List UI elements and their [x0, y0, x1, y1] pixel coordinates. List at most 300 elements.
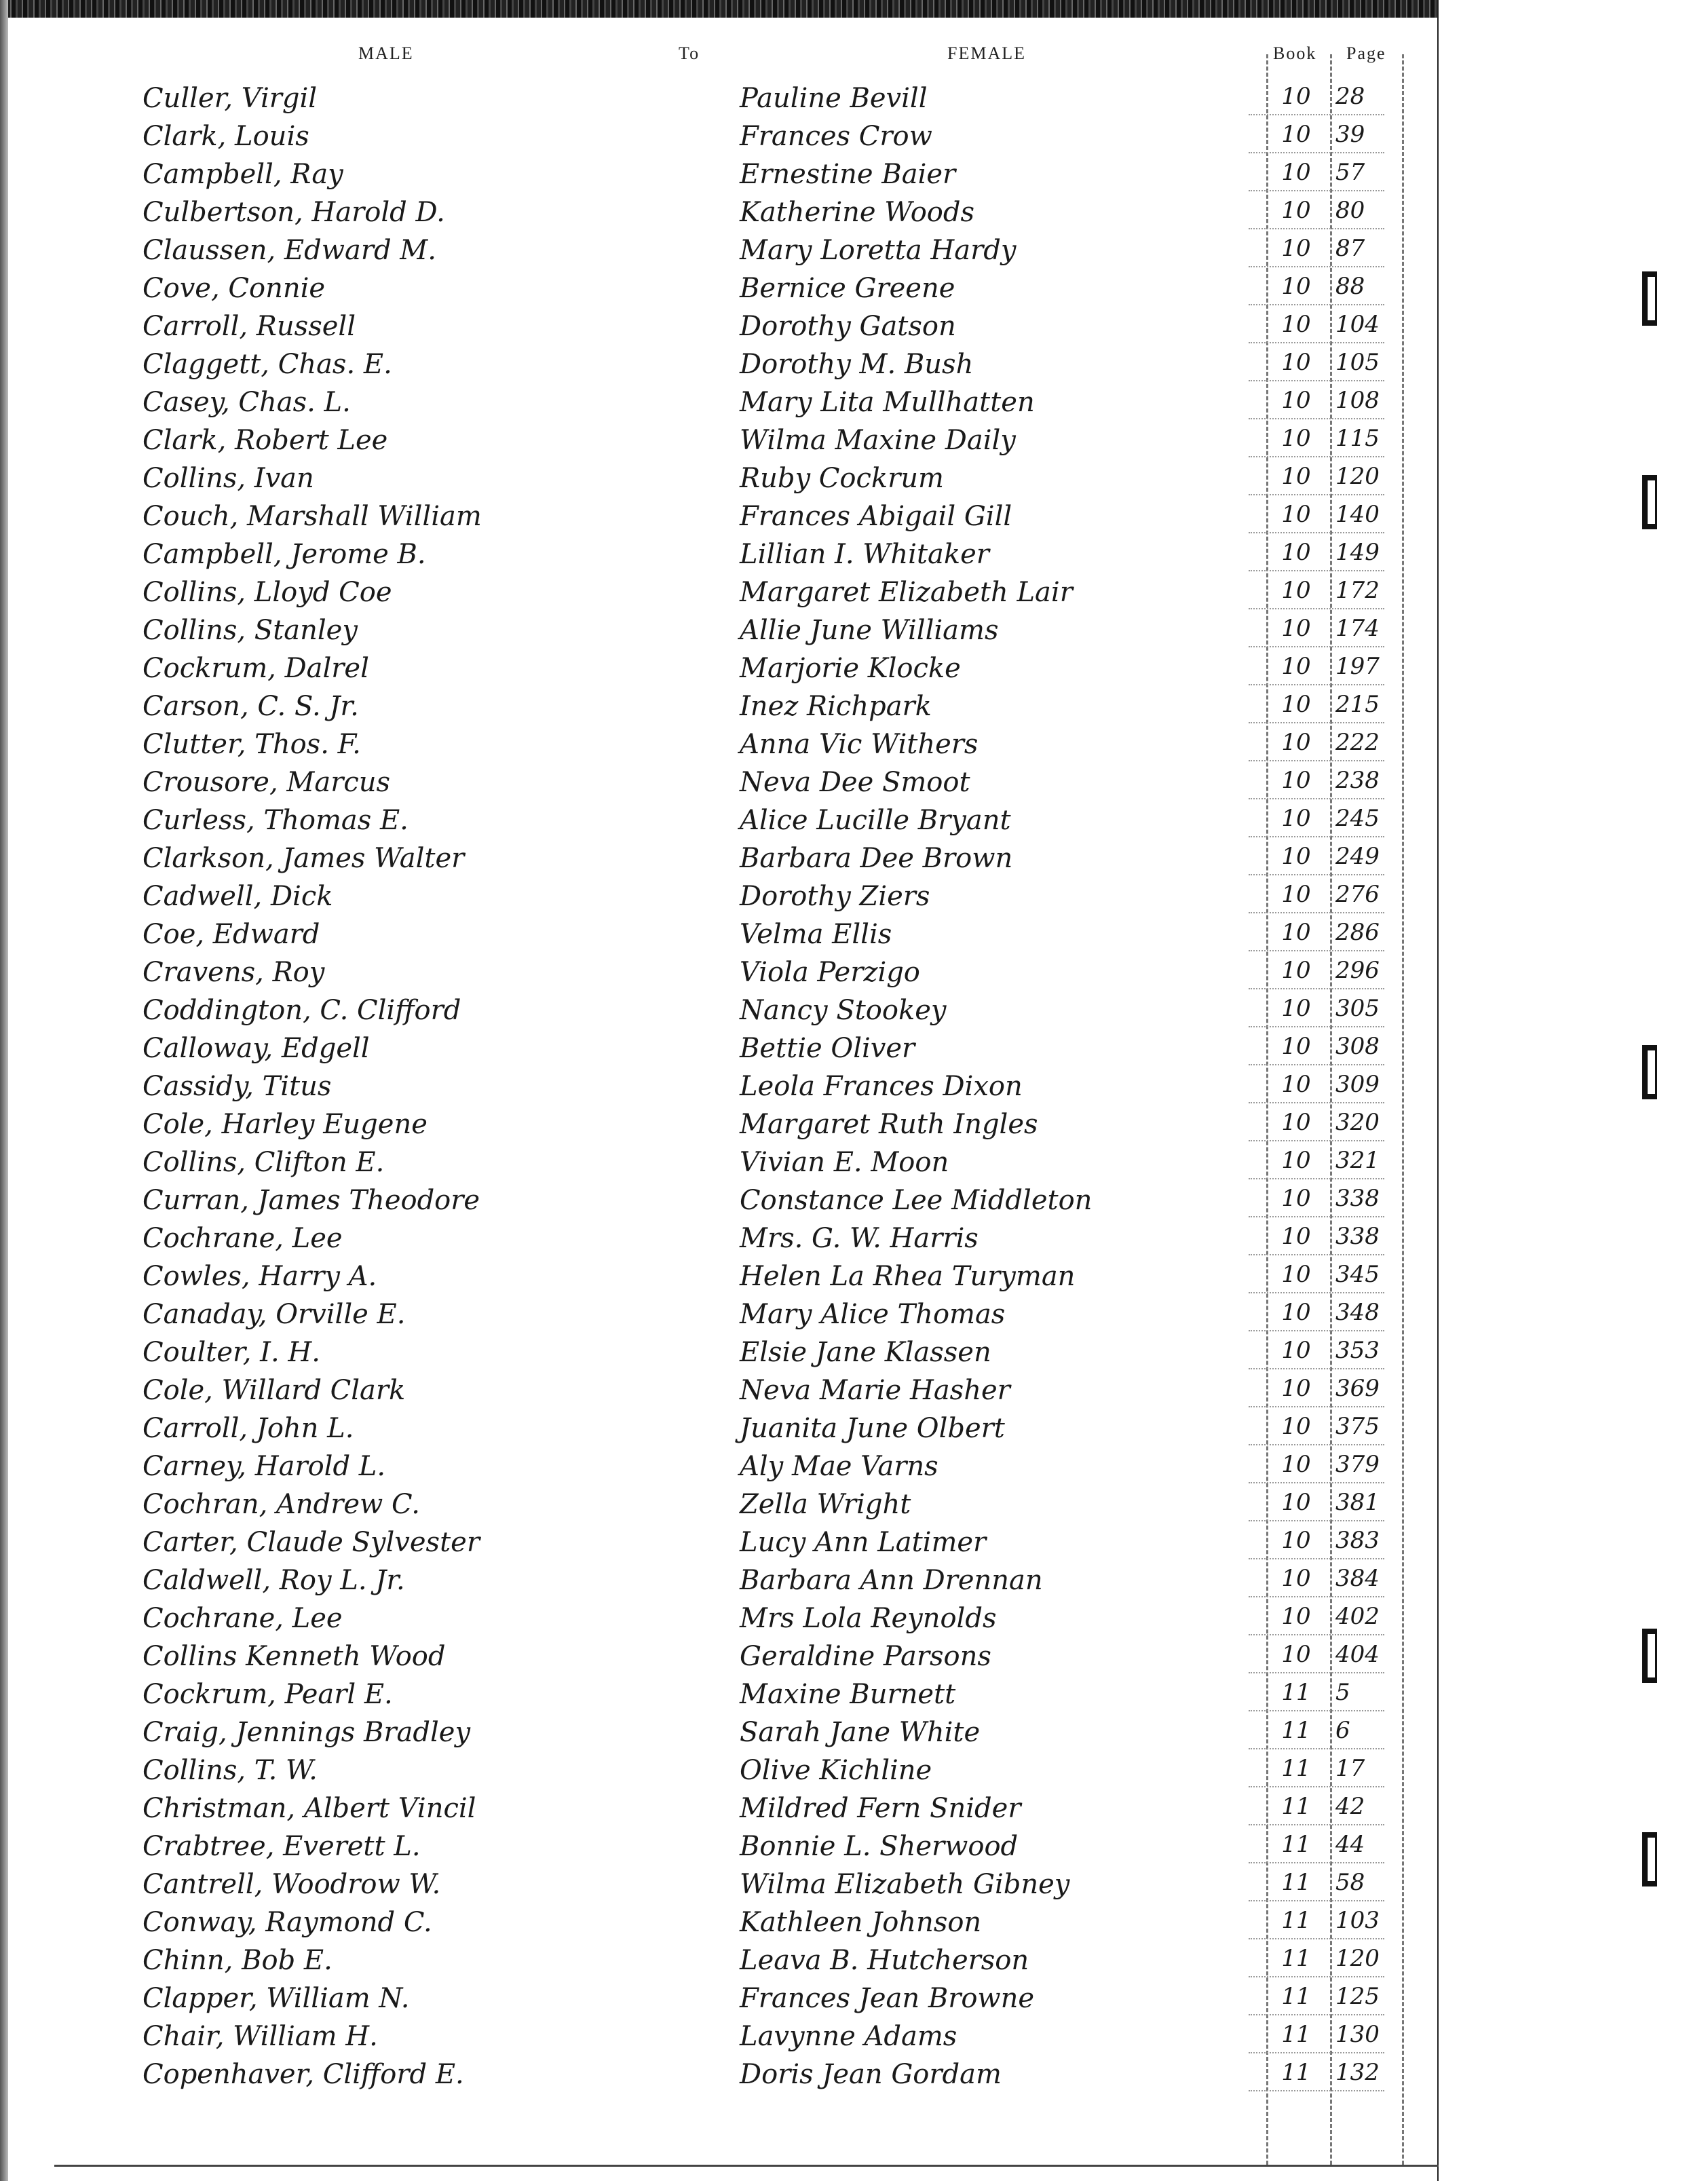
- page-number: 57: [1335, 159, 1365, 186]
- book-number: 10: [1281, 501, 1311, 528]
- row-dotted-rule: [1249, 1672, 1384, 1673]
- page-number: 320: [1335, 1109, 1380, 1136]
- table-row: [0, 1257, 1439, 1295]
- table-row: [0, 345, 1439, 383]
- header-female: FEMALE: [947, 43, 1026, 63]
- book-number: 10: [1281, 273, 1311, 300]
- book-number: 10: [1281, 881, 1311, 908]
- book-number: 10: [1281, 615, 1311, 642]
- row-dotted-rule: [1249, 380, 1384, 381]
- row-dotted-rule: [1249, 304, 1384, 305]
- row-dotted-rule: [1249, 2014, 1384, 2015]
- row-dotted-rule: [1249, 1178, 1384, 1179]
- table-row: [0, 1067, 1439, 1105]
- female-name: Barbara Dee Brown: [740, 843, 1013, 874]
- page-number: 353: [1335, 1337, 1380, 1364]
- table-row: [0, 991, 1439, 1029]
- margin-mark: [1642, 271, 1657, 326]
- row-dotted-rule: [1249, 456, 1384, 457]
- page-number: 120: [1335, 463, 1380, 490]
- female-name: Mary Alice Thomas: [740, 1299, 1006, 1330]
- row-dotted-rule: [1249, 874, 1384, 875]
- female-name: Vivian E. Moon: [740, 1147, 949, 1178]
- bottom-rule: [54, 2165, 1439, 2167]
- female-name: Mildred Fern Snider: [740, 1793, 1021, 1824]
- female-name: Bernice Greene: [740, 273, 955, 304]
- row-dotted-rule: [1249, 1102, 1384, 1103]
- female-name: Nancy Stookey: [740, 995, 947, 1026]
- row-dotted-rule: [1249, 1596, 1384, 1597]
- row-dotted-rule: [1249, 1482, 1384, 1483]
- female-name: Lillian I. Whitaker: [740, 539, 989, 570]
- page-number: 140: [1335, 501, 1380, 528]
- book-number: 10: [1281, 1337, 1311, 1364]
- book-number: 10: [1281, 311, 1311, 338]
- male-name: Coddington, C. Clifford: [143, 995, 461, 1026]
- female-name: Neva Dee Smoot: [740, 767, 970, 798]
- female-name: Dorothy M. Bush: [740, 349, 974, 380]
- book-number: 10: [1281, 577, 1311, 604]
- female-name: Wilma Elizabeth Gibney: [740, 1869, 1070, 1900]
- page-number: 44: [1335, 1831, 1365, 1858]
- row-dotted-rule: [1249, 1406, 1384, 1407]
- row-dotted-rule: [1249, 532, 1384, 533]
- page-number: 120: [1335, 1945, 1380, 1972]
- female-name: Zella Wright: [740, 1489, 911, 1520]
- book-number: 10: [1281, 349, 1311, 376]
- page-number: 345: [1335, 1261, 1380, 1288]
- male-name: Cantrell, Woodrow W.: [143, 1869, 441, 1900]
- page-number: 132: [1335, 2059, 1380, 2086]
- female-name: Bonnie L. Sherwood: [740, 1831, 1019, 1862]
- book-number: 10: [1281, 539, 1311, 566]
- female-name: Frances Crow: [740, 121, 932, 152]
- header-to: To: [679, 43, 700, 63]
- male-name: Canaday, Orville E.: [143, 1299, 406, 1330]
- row-dotted-rule: [1249, 266, 1384, 267]
- row-dotted-rule: [1249, 190, 1384, 191]
- margin-mark: [1642, 1832, 1657, 1886]
- margin-mark: [1642, 1629, 1657, 1683]
- book-number: 10: [1281, 1489, 1311, 1516]
- female-name: Kathleen Johnson: [740, 1907, 982, 1938]
- male-name: Crabtree, Everett L.: [143, 1831, 421, 1862]
- book-number: 10: [1281, 995, 1311, 1022]
- row-dotted-rule: [1249, 646, 1384, 647]
- male-name: Campbell, Ray: [143, 159, 343, 190]
- table-row: [0, 1371, 1439, 1409]
- male-name: Cole, Harley Eugene: [143, 1109, 428, 1140]
- male-name: Collins, Ivan: [143, 463, 314, 494]
- page-number: 87: [1335, 235, 1365, 262]
- book-number: 10: [1281, 1223, 1311, 1250]
- female-name: Pauline Bevill: [740, 83, 928, 114]
- book-number: 10: [1281, 1185, 1311, 1212]
- table-row: [0, 1523, 1439, 1561]
- male-name: Crousore, Marcus: [143, 767, 391, 798]
- table-row: [0, 953, 1439, 991]
- male-name: Claussen, Edward M.: [143, 235, 436, 266]
- table-row: [0, 801, 1439, 839]
- row-dotted-rule: [1249, 1558, 1384, 1559]
- book-number: 11: [1281, 1983, 1311, 2010]
- page-number: 28: [1335, 83, 1365, 110]
- female-name: Barbara Ann Drennan: [740, 1565, 1043, 1596]
- table-row: [0, 155, 1439, 193]
- male-name: Collins Kenneth Wood: [143, 1641, 446, 1672]
- male-name: Curran, James Theodore: [143, 1185, 480, 1216]
- female-name: Mrs Lola Reynolds: [740, 1603, 997, 1634]
- female-name: Marjorie Klocke: [740, 653, 961, 684]
- table-row: [0, 1751, 1439, 1789]
- female-name: Helen La Rhea Turyman: [740, 1261, 1076, 1292]
- page-number: 42: [1335, 1793, 1365, 1820]
- book-number: 10: [1281, 653, 1311, 680]
- male-name: Clarkson, James Walter: [143, 843, 465, 874]
- male-name: Culler, Virgil: [143, 83, 318, 114]
- book-number: 11: [1281, 1717, 1311, 1744]
- table-row: [0, 421, 1439, 459]
- table-row: [0, 231, 1439, 269]
- book-number: 10: [1281, 387, 1311, 414]
- row-dotted-rule: [1249, 494, 1384, 495]
- table-row: [0, 763, 1439, 801]
- page-number: 404: [1335, 1641, 1380, 1668]
- page-number: 381: [1335, 1489, 1380, 1516]
- table-row: [0, 1295, 1439, 1333]
- book-number: 10: [1281, 1527, 1311, 1554]
- female-name: Wilma Maxine Daily: [740, 425, 1016, 456]
- row-dotted-rule: [1249, 722, 1384, 723]
- row-dotted-rule: [1249, 1254, 1384, 1255]
- female-name: Constance Lee Middleton: [740, 1185, 1093, 1216]
- male-name: Chinn, Bob E.: [143, 1945, 333, 1976]
- male-name: Cochrane, Lee: [143, 1223, 343, 1254]
- female-name: Neva Marie Hasher: [740, 1375, 1010, 1406]
- table-row: [0, 649, 1439, 687]
- book-number: 10: [1281, 121, 1311, 148]
- male-name: Carroll, Russell: [143, 311, 356, 342]
- table-row: [0, 839, 1439, 877]
- page-number: 309: [1335, 1071, 1380, 1098]
- page-number: 172: [1335, 577, 1380, 604]
- female-name: Ernestine Baier: [740, 159, 956, 190]
- table-row: [0, 1979, 1439, 2017]
- table-row: [0, 1561, 1439, 1599]
- male-name: Carroll, John L.: [143, 1413, 354, 1444]
- margin-mark: [1642, 475, 1657, 529]
- table-row: [0, 611, 1439, 649]
- table-row: [0, 307, 1439, 345]
- book-number: 10: [1281, 1109, 1311, 1136]
- table-row: [0, 915, 1439, 953]
- male-name: Cassidy, Titus: [143, 1071, 332, 1102]
- male-name: Carson, C. S. Jr.: [143, 691, 359, 722]
- row-dotted-rule: [1249, 1824, 1384, 1825]
- row-dotted-rule: [1249, 608, 1384, 609]
- male-name: Cravens, Roy: [143, 957, 325, 988]
- page-number: 39: [1335, 121, 1365, 148]
- header-male: MALE: [358, 43, 414, 63]
- table-row: [0, 2055, 1439, 2093]
- table-row: [0, 1409, 1439, 1447]
- page-number: 103: [1335, 1907, 1380, 1934]
- female-name: Frances Abigail Gill: [740, 501, 1012, 532]
- book-number: 10: [1281, 1071, 1311, 1098]
- row-dotted-rule: [1249, 836, 1384, 837]
- table-row: [0, 1713, 1439, 1751]
- page-number: 58: [1335, 1869, 1365, 1896]
- page-number: 80: [1335, 197, 1365, 224]
- female-name: Dorothy Ziers: [740, 881, 930, 912]
- male-name: Collins, Lloyd Coe: [143, 577, 392, 608]
- row-dotted-rule: [1249, 1900, 1384, 1901]
- female-name: Margaret Ruth Ingles: [740, 1109, 1038, 1140]
- table-row: [0, 1903, 1439, 1941]
- row-dotted-rule: [1249, 1064, 1384, 1065]
- row-dotted-rule: [1249, 1292, 1384, 1293]
- book-number: 10: [1281, 83, 1311, 110]
- female-name: Katherine Woods: [740, 197, 974, 228]
- book-number: 10: [1281, 1375, 1311, 1402]
- book-number: 10: [1281, 1641, 1311, 1668]
- table-row: [0, 687, 1439, 725]
- male-name: Copenhaver, Clifford E.: [143, 2059, 464, 2090]
- row-dotted-rule: [1249, 228, 1384, 229]
- book-number: 10: [1281, 197, 1311, 224]
- row-dotted-rule: [1249, 684, 1384, 685]
- female-name: Elsie Jane Klassen: [740, 1337, 991, 1368]
- male-name: Christman, Albert Vincil: [143, 1793, 476, 1824]
- male-name: Cochran, Andrew C.: [143, 1489, 420, 1520]
- book-number: 10: [1281, 729, 1311, 756]
- book-number: 10: [1281, 805, 1311, 832]
- male-name: Casey, Chas. L.: [143, 387, 351, 418]
- female-name: Geraldine Parsons: [740, 1641, 991, 1672]
- page-number: 88: [1335, 273, 1365, 300]
- female-name: Velma Ellis: [740, 919, 892, 950]
- row-dotted-rule: [1249, 570, 1384, 571]
- book-number: 10: [1281, 1603, 1311, 1630]
- male-name: Chair, William H.: [143, 2021, 378, 2052]
- female-name: Leola Frances Dixon: [740, 1071, 1023, 1102]
- table-row: [0, 1181, 1439, 1219]
- female-name: Aly Mae Varns: [740, 1451, 938, 1482]
- row-dotted-rule: [1249, 1026, 1384, 1027]
- book-number: 11: [1281, 1907, 1311, 1934]
- book-number: 10: [1281, 1413, 1311, 1440]
- page-number: 296: [1335, 957, 1380, 984]
- page-number: 402: [1335, 1603, 1380, 1630]
- row-dotted-rule: [1249, 760, 1384, 761]
- table-row: [0, 1827, 1439, 1865]
- page-number: 384: [1335, 1565, 1380, 1592]
- book-number: 11: [1281, 1755, 1311, 1782]
- page-number: 238: [1335, 767, 1380, 794]
- table-row: [0, 1447, 1439, 1485]
- page-number: 6: [1335, 1717, 1350, 1744]
- header-book: Book: [1273, 43, 1317, 63]
- page-number: 276: [1335, 881, 1380, 908]
- male-name: Campbell, Jerome B.: [143, 539, 426, 570]
- female-name: Sarah Jane White: [740, 1717, 981, 1748]
- book-number: 11: [1281, 1793, 1311, 1820]
- female-name: Olive Kichline: [740, 1755, 932, 1786]
- row-dotted-rule: [1249, 1710, 1384, 1711]
- male-name: Cove, Connie: [143, 273, 326, 304]
- female-name: Lucy Ann Latimer: [740, 1527, 987, 1558]
- table-row: [0, 573, 1439, 611]
- female-name: Leava B. Hutcherson: [740, 1945, 1029, 1976]
- female-name: Ruby Cockrum: [740, 463, 944, 494]
- page-number: 245: [1335, 805, 1380, 832]
- row-dotted-rule: [1249, 342, 1384, 343]
- table-row: [0, 725, 1439, 763]
- female-name: Anna Vic Withers: [740, 729, 979, 760]
- male-name: Collins, Stanley: [143, 615, 358, 646]
- page-number: 197: [1335, 653, 1380, 680]
- table-row: [0, 1599, 1439, 1637]
- row-dotted-rule: [1249, 114, 1384, 115]
- book-number: 10: [1281, 691, 1311, 718]
- female-name: Margaret Elizabeth Lair: [740, 577, 1073, 608]
- male-name: Culbertson, Harold D.: [143, 197, 445, 228]
- table-row: [0, 1485, 1439, 1523]
- male-name: Calloway, Edgell: [143, 1033, 370, 1064]
- row-dotted-rule: [1249, 1938, 1384, 1939]
- page-number: 375: [1335, 1413, 1380, 1440]
- row-dotted-rule: [1249, 1330, 1384, 1331]
- male-name: Carter, Claude Sylvester: [143, 1527, 480, 1558]
- male-name: Caldwell, Roy L. Jr.: [143, 1565, 405, 1596]
- male-name: Clark, Robert Lee: [143, 425, 388, 456]
- table-row: [0, 459, 1439, 497]
- row-dotted-rule: [1249, 152, 1384, 153]
- table-row: [0, 1105, 1439, 1143]
- male-name: Cockrum, Dalrel: [143, 653, 369, 684]
- male-name: Curless, Thomas E.: [143, 805, 409, 836]
- table-row: [0, 1865, 1439, 1903]
- book-number: 10: [1281, 463, 1311, 490]
- page-number: 305: [1335, 995, 1380, 1022]
- page-number: 383: [1335, 1527, 1380, 1554]
- page-number: 149: [1335, 539, 1380, 566]
- female-name: Dorothy Gatson: [740, 311, 956, 342]
- row-dotted-rule: [1249, 1216, 1384, 1217]
- book-number: 10: [1281, 957, 1311, 984]
- female-name: Mary Loretta Hardy: [740, 235, 1017, 266]
- row-dotted-rule: [1249, 988, 1384, 989]
- book-number: 10: [1281, 1451, 1311, 1478]
- female-name: Frances Jean Browne: [740, 1983, 1035, 2014]
- page-number: 338: [1335, 1223, 1380, 1250]
- row-dotted-rule: [1249, 2052, 1384, 2053]
- page-number: 108: [1335, 387, 1380, 414]
- page-number: 215: [1335, 691, 1380, 718]
- book-number: 11: [1281, 1679, 1311, 1706]
- book-number: 10: [1281, 1261, 1311, 1288]
- row-dotted-rule: [1249, 912, 1384, 913]
- row-dotted-rule: [1249, 1976, 1384, 1977]
- male-name: Conway, Raymond C.: [143, 1907, 432, 1938]
- book-number: 10: [1281, 843, 1311, 870]
- book-number: 10: [1281, 767, 1311, 794]
- male-name: Cochrane, Lee: [143, 1603, 343, 1634]
- male-name: Coulter, I. H.: [143, 1337, 320, 1368]
- male-name: Collins, Clifton E.: [143, 1147, 385, 1178]
- margin-mark: [1642, 1045, 1657, 1099]
- scan-top-edge: [0, 0, 1439, 18]
- table-row: [0, 497, 1439, 535]
- table-row: [0, 383, 1439, 421]
- female-name: Maxine Burnett: [740, 1679, 956, 1710]
- table-row: [0, 1675, 1439, 1713]
- book-number: 10: [1281, 1299, 1311, 1326]
- row-dotted-rule: [1249, 1634, 1384, 1635]
- page-number: 17: [1335, 1755, 1365, 1782]
- book-number: 10: [1281, 159, 1311, 186]
- page-number: 348: [1335, 1299, 1380, 1326]
- male-name: Clark, Louis: [143, 121, 309, 152]
- book-number: 11: [1281, 1945, 1311, 1972]
- table-row: [0, 535, 1439, 573]
- table-row: [0, 1219, 1439, 1257]
- page-number: 125: [1335, 1983, 1380, 2010]
- female-name: Doris Jean Gordam: [740, 2059, 1002, 2090]
- page-number: 174: [1335, 615, 1380, 642]
- page-number: 105: [1335, 349, 1380, 376]
- row-dotted-rule: [1249, 1444, 1384, 1445]
- book-number: 11: [1281, 1869, 1311, 1896]
- page-number: 104: [1335, 311, 1380, 338]
- page-number: 321: [1335, 1147, 1380, 1174]
- page-number: 308: [1335, 1033, 1380, 1060]
- male-name: Cowles, Harry A.: [143, 1261, 377, 1292]
- male-name: Coe, Edward: [143, 919, 320, 950]
- page-number: 130: [1335, 2021, 1380, 2048]
- table-row: [0, 1143, 1439, 1181]
- row-dotted-rule: [1249, 1748, 1384, 1749]
- table-row: [0, 1333, 1439, 1371]
- row-dotted-rule: [1249, 1862, 1384, 1863]
- table-row: [0, 193, 1439, 231]
- entries-table: [0, 79, 1439, 2093]
- header-page: Page: [1346, 43, 1386, 63]
- row-dotted-rule: [1249, 950, 1384, 951]
- row-dotted-rule: [1249, 1786, 1384, 1787]
- page-number: 249: [1335, 843, 1380, 870]
- page-number: 115: [1335, 425, 1380, 452]
- female-name: Lavynne Adams: [740, 2021, 957, 2052]
- male-name: Couch, Marshall William: [143, 501, 482, 532]
- row-dotted-rule: [1249, 2090, 1384, 2091]
- book-number: 10: [1281, 919, 1311, 946]
- page-number: 338: [1335, 1185, 1380, 1212]
- table-row: [0, 2017, 1439, 2055]
- row-dotted-rule: [1249, 1520, 1384, 1521]
- row-dotted-rule: [1249, 798, 1384, 799]
- female-name: Mary Lita Mullhatten: [740, 387, 1035, 418]
- table-row: [0, 1789, 1439, 1827]
- book-number: 10: [1281, 1565, 1311, 1592]
- table-row: [0, 269, 1439, 307]
- table-row: [0, 1941, 1439, 1979]
- page-number: 379: [1335, 1451, 1380, 1478]
- female-name: Bettie Oliver: [740, 1033, 915, 1064]
- male-name: Carney, Harold L.: [143, 1451, 386, 1482]
- female-name: Juanita June Olbert: [740, 1413, 1005, 1444]
- row-dotted-rule: [1249, 1368, 1384, 1369]
